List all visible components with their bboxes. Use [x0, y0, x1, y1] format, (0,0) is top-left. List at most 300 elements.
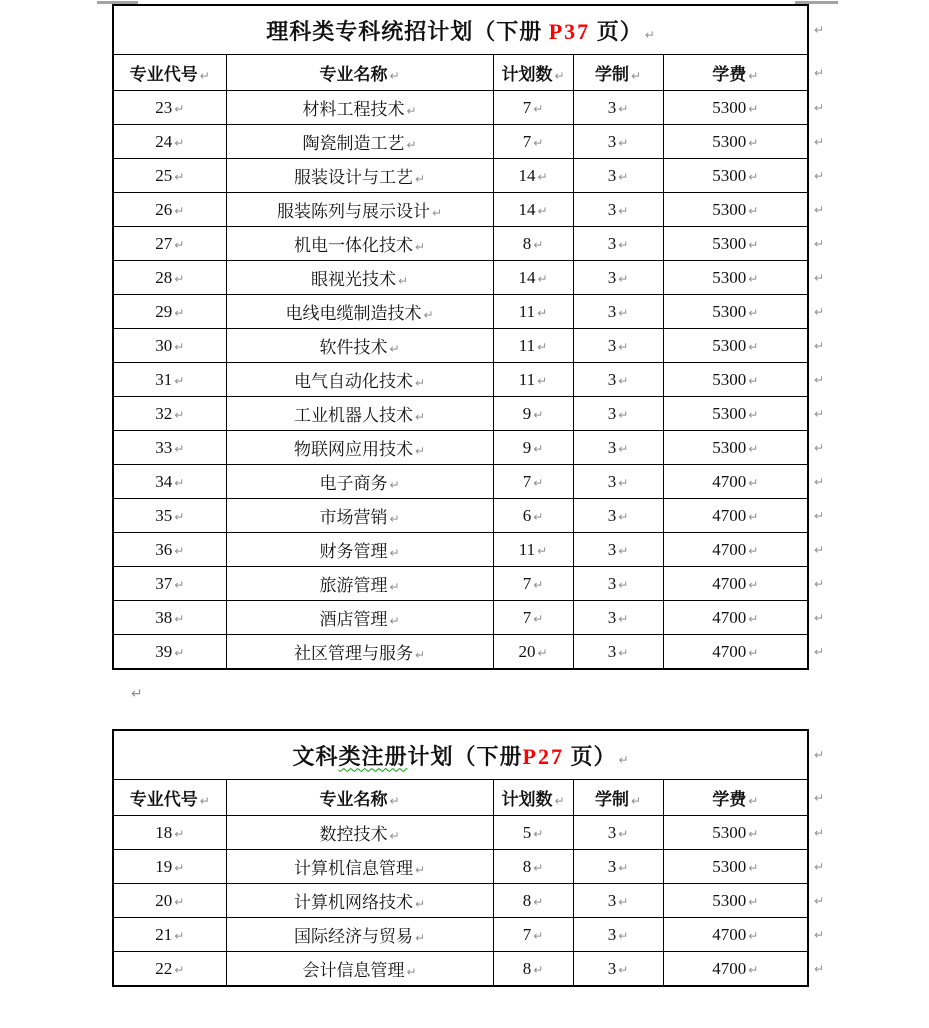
- return-mark-icon: ↵: [174, 339, 185, 354]
- return-mark-icon: ↵: [618, 101, 629, 116]
- major-name: 数控技术: [319, 825, 388, 844]
- row-end-mark-icon: ↵: [813, 270, 824, 285]
- duration: 3: [607, 890, 617, 910]
- return-mark-icon: ↵: [618, 339, 629, 354]
- return-mark-icon: ↵: [618, 860, 629, 875]
- cell-plan-count: [493, 261, 573, 295]
- row-end-mark-icon: ↵: [813, 927, 825, 942]
- tuition: 4700: [712, 573, 747, 593]
- duration: 3: [607, 335, 617, 355]
- row-end-mark-icon: ↵: [813, 474, 824, 489]
- cell-plan-count: [493, 431, 573, 465]
- table-title-row: [113, 730, 808, 780]
- return-mark-icon: ↵: [414, 863, 426, 877]
- tuition: 5300: [712, 233, 747, 253]
- major-name: 市场营销: [319, 508, 388, 527]
- cell-major-name: [226, 363, 493, 397]
- cell-duration: [573, 363, 663, 397]
- duration: 3: [607, 97, 617, 117]
- duration: 3: [607, 403, 617, 423]
- page-ref: P27: [522, 743, 564, 769]
- major-code: 20: [155, 890, 173, 910]
- row-end-mark-icon: ↵: [813, 610, 824, 625]
- major-code: 23: [155, 97, 173, 117]
- return-mark-icon: ↵: [618, 407, 629, 422]
- cell-major-code: [113, 431, 226, 465]
- cell-major-name: [226, 884, 493, 918]
- return-mark-icon: ↵: [748, 962, 759, 977]
- major-name: 计算机信息管理: [293, 859, 413, 878]
- cell-major-name: [226, 918, 493, 952]
- table-row: [113, 363, 808, 397]
- row-end-mark-icon: ↵: [813, 202, 824, 217]
- duration: 3: [607, 199, 617, 219]
- table1-title: [113, 5, 824, 55]
- duration: 3: [607, 607, 617, 627]
- return-mark-icon: ↵: [618, 543, 629, 558]
- table-row: [113, 193, 808, 227]
- cell-tuition: [663, 465, 824, 499]
- cell-major-code: [113, 261, 226, 295]
- cell-tuition: [663, 952, 825, 987]
- cell-plan-count: [493, 918, 573, 952]
- table-header-row: [113, 780, 808, 816]
- cell-major-name: [226, 850, 493, 884]
- return-mark-icon: ↵: [748, 577, 759, 592]
- return-mark-icon: ↵: [389, 546, 400, 560]
- row-end-mark-icon: ↵: [813, 859, 825, 874]
- cell-plan-count: [493, 465, 573, 499]
- major-name: 材料工程技术: [302, 100, 405, 119]
- table-row: [113, 159, 808, 193]
- duration: 3: [607, 301, 617, 321]
- cell-tuition: [663, 431, 824, 465]
- return-mark-icon: ↵: [748, 441, 759, 456]
- plan-count: 14: [518, 165, 536, 185]
- cell-duration: [573, 227, 663, 261]
- tuition: 5300: [712, 403, 747, 423]
- cell-major-code: [113, 601, 226, 635]
- return-mark-icon: ↵: [174, 928, 185, 943]
- return-mark-icon: ↵: [174, 271, 185, 286]
- cell-plan-count: [493, 884, 573, 918]
- cell-major-name: [226, 227, 493, 261]
- return-mark-icon: ↵: [174, 237, 185, 252]
- major-code: 18: [155, 822, 173, 842]
- major-name: 会计信息管理: [302, 961, 405, 980]
- return-mark-icon: ↵: [748, 169, 759, 184]
- table-row: [113, 91, 808, 125]
- cell-major-name: [226, 159, 493, 193]
- cell-major-name: [226, 635, 493, 670]
- cell-tuition: [663, 816, 825, 850]
- return-mark-icon: ↵: [748, 305, 759, 320]
- duration: 3: [607, 856, 617, 876]
- cell-major-name: [226, 816, 493, 850]
- cell-major-name: [226, 261, 493, 295]
- tuition: 5300: [712, 369, 747, 389]
- return-mark-icon: ↵: [618, 645, 629, 660]
- return-mark-icon: ↵: [748, 101, 759, 116]
- cell-duration: [573, 91, 663, 125]
- table-row: [113, 125, 808, 159]
- major-code: 21: [155, 924, 173, 944]
- cell-major-code: [113, 227, 226, 261]
- row-end-mark-icon: ↵: [813, 23, 824, 37]
- plan-count: 8: [522, 856, 532, 876]
- return-mark-icon: ↵: [748, 645, 759, 660]
- return-mark-icon: ↵: [748, 860, 759, 875]
- major-code: 28: [155, 267, 173, 287]
- duration: 3: [607, 924, 617, 944]
- cell-plan-count: [493, 601, 573, 635]
- return-mark-icon: ↵: [618, 373, 629, 388]
- tuition: 4700: [712, 641, 747, 661]
- row-end-mark-icon: ↵: [813, 508, 824, 523]
- table-row: [113, 295, 808, 329]
- table-row: [113, 397, 808, 431]
- cell-major-code: [113, 816, 226, 850]
- cell-tuition: [663, 261, 824, 295]
- cell-major-code: [113, 850, 226, 884]
- return-mark-icon: ↵: [748, 611, 759, 626]
- return-mark-icon: ↵: [533, 475, 544, 490]
- return-mark-icon: ↵: [174, 577, 185, 592]
- cell-tuition: [663, 125, 824, 159]
- major-name: 机电一体化技术: [293, 236, 413, 255]
- cell-tuition: [663, 918, 825, 952]
- cell-major-code: [113, 884, 226, 918]
- cell-major-name: [226, 601, 493, 635]
- col-header-tuition: [663, 55, 824, 91]
- return-mark-icon: ↵: [618, 928, 629, 943]
- return-mark-icon: ↵: [748, 271, 759, 286]
- duration: 3: [607, 573, 617, 593]
- cell-duration: [573, 816, 663, 850]
- cell-duration: [573, 499, 663, 533]
- cell-tuition: [663, 295, 824, 329]
- table-row: [113, 499, 808, 533]
- plan-count: 11: [518, 335, 536, 355]
- return-mark-icon: ↵: [644, 27, 655, 42]
- cell-duration: [573, 533, 663, 567]
- return-mark-icon: ↵: [174, 894, 185, 909]
- return-mark-icon: ↵: [748, 509, 759, 524]
- major-name: 旅游管理: [319, 576, 388, 595]
- cell-duration: [573, 850, 663, 884]
- col-header-major-code: [113, 780, 226, 816]
- cell-major-code: [113, 125, 226, 159]
- col-header-label: 计划数: [501, 790, 553, 809]
- return-mark-icon: ↵: [748, 928, 759, 943]
- return-mark-icon: ↵: [533, 962, 544, 977]
- title-text: 理科类专科统招计划（下册: [266, 18, 549, 44]
- return-mark-icon: ↵: [537, 373, 548, 388]
- duration: 3: [607, 471, 617, 491]
- major-code: 22: [155, 958, 173, 978]
- col-header-major-name: [226, 780, 493, 816]
- major-name: 服装陈列与展示设计: [276, 202, 430, 221]
- cell-duration: [573, 952, 663, 987]
- cell-major-code: [113, 159, 226, 193]
- major-code: 38: [155, 607, 173, 627]
- return-mark-icon: ↵: [554, 794, 565, 808]
- col-header-label: 专业代号: [129, 65, 198, 84]
- tuition: 5300: [712, 856, 747, 876]
- cell-tuition: [663, 91, 824, 125]
- row-end-mark-icon: ↵: [813, 542, 824, 557]
- major-code: 19: [155, 856, 173, 876]
- cell-tuition: [663, 397, 824, 431]
- row-end-mark-icon: ↵: [813, 576, 824, 591]
- table-row: [113, 227, 808, 261]
- cell-duration: [573, 465, 663, 499]
- cell-major-name: [226, 295, 493, 329]
- return-mark-icon: ↵: [174, 407, 185, 422]
- return-mark-icon: ↵: [748, 543, 759, 558]
- table-header-row: [113, 55, 808, 91]
- duration: 3: [607, 131, 617, 151]
- return-mark-icon: ↵: [414, 410, 426, 424]
- col-header-plan-count: [493, 55, 573, 91]
- return-mark-icon: ↵: [199, 69, 210, 83]
- cell-major-code: [113, 193, 226, 227]
- cell-major-code: [113, 329, 226, 363]
- return-mark-icon: ↵: [174, 860, 185, 875]
- return-mark-icon: ↵: [618, 509, 629, 524]
- row-end-mark-icon: ↵: [813, 644, 824, 659]
- paragraph-return-mark-icon: ↵: [131, 686, 143, 702]
- col-header-major-code: [113, 55, 226, 91]
- row-end-mark-icon: ↵: [813, 893, 825, 908]
- return-mark-icon: ↵: [618, 135, 629, 150]
- table-row: [113, 635, 808, 670]
- duration: 3: [607, 641, 617, 661]
- cell-major-name: [226, 499, 493, 533]
- plan-count: 5: [522, 822, 532, 842]
- return-mark-icon: ↵: [174, 441, 185, 456]
- return-mark-icon: ↵: [533, 928, 544, 943]
- return-mark-icon: ↵: [533, 894, 544, 909]
- return-mark-icon: ↵: [174, 475, 185, 490]
- major-name: 计算机网络技术: [293, 893, 413, 912]
- col-header-label: 专业名称: [319, 790, 388, 809]
- return-mark-icon: ↵: [406, 138, 417, 152]
- major-name: 财务管理: [319, 542, 388, 561]
- title-text-spellcheck: 类注册: [338, 743, 408, 769]
- cell-major-code: [113, 635, 226, 670]
- cell-tuition: [663, 884, 825, 918]
- cell-tuition: [663, 499, 824, 533]
- return-mark-icon: ↵: [406, 965, 417, 979]
- return-mark-icon: ↵: [537, 645, 548, 660]
- cell-major-name: [226, 397, 493, 431]
- major-code: 36: [155, 539, 173, 559]
- return-mark-icon: ↵: [174, 826, 185, 841]
- tuition: 5300: [712, 822, 747, 842]
- plan-count: 11: [518, 539, 536, 559]
- return-mark-icon: ↵: [174, 543, 185, 558]
- science-plan-table: [112, 4, 824, 670]
- return-mark-icon: ↵: [389, 342, 400, 356]
- return-mark-icon: ↵: [174, 101, 185, 116]
- return-mark-icon: ↵: [174, 611, 185, 626]
- cell-plan-count: [493, 91, 573, 125]
- duration: 3: [607, 505, 617, 525]
- cell-tuition: [663, 363, 824, 397]
- return-mark-icon: ↵: [199, 794, 210, 808]
- row-end-mark-icon: ↵: [813, 790, 825, 805]
- return-mark-icon: ↵: [389, 614, 400, 628]
- cell-plan-count: [493, 567, 573, 601]
- major-name: 软件技术: [319, 338, 388, 357]
- return-mark-icon: ↵: [537, 203, 548, 218]
- tuition: 5300: [712, 165, 747, 185]
- return-mark-icon: ↵: [748, 135, 759, 150]
- cell-tuition: [663, 193, 824, 227]
- row-end-mark-icon: ↵: [813, 748, 825, 762]
- table-row: [113, 952, 808, 987]
- return-mark-icon: ↵: [537, 305, 548, 320]
- cell-duration: [573, 329, 663, 363]
- return-mark-icon: ↵: [618, 305, 629, 320]
- cell-duration: [573, 125, 663, 159]
- cell-tuition: [663, 567, 824, 601]
- col-header-label: 学费: [712, 790, 747, 809]
- table-row: [113, 567, 808, 601]
- plan-count: 7: [522, 924, 532, 944]
- return-mark-icon: ↵: [389, 580, 400, 594]
- return-mark-icon: ↵: [618, 271, 629, 286]
- major-name: 服装设计与工艺: [293, 168, 413, 187]
- tuition: 5300: [712, 301, 747, 321]
- table-row: [113, 816, 808, 850]
- cell-plan-count: [493, 363, 573, 397]
- major-name: 酒店管理: [319, 610, 388, 629]
- row-end-mark-icon: ↵: [813, 168, 824, 183]
- return-mark-icon: ↵: [397, 274, 409, 288]
- plan-count: 7: [522, 607, 532, 627]
- row-end-mark-icon: ↵: [813, 406, 824, 421]
- return-mark-icon: ↵: [414, 172, 426, 186]
- cell-major-name: [226, 91, 493, 125]
- row-end-mark-icon: ↵: [813, 372, 824, 387]
- return-mark-icon: ↵: [389, 478, 400, 492]
- plan-count: 11: [518, 369, 536, 389]
- table-row: [113, 329, 808, 363]
- return-mark-icon: ↵: [630, 794, 642, 808]
- plan-count: 11: [518, 301, 536, 321]
- major-name: 眼视光技术: [310, 270, 396, 289]
- cell-plan-count: [493, 499, 573, 533]
- table-row: [113, 465, 808, 499]
- cell-major-name: [226, 431, 493, 465]
- title-text: 计划（下册: [407, 743, 523, 769]
- duration: 3: [607, 369, 617, 389]
- return-mark-icon: ↵: [533, 611, 544, 626]
- cell-duration: [573, 635, 663, 670]
- duration: 3: [607, 437, 617, 457]
- plan-count: 7: [522, 471, 532, 491]
- return-mark-icon: ↵: [618, 752, 629, 767]
- cell-major-code: [113, 363, 226, 397]
- return-mark-icon: ↵: [533, 237, 544, 252]
- return-mark-icon: ↵: [414, 897, 426, 911]
- col-header-duration: [573, 780, 663, 816]
- table-title-row: [113, 5, 808, 55]
- tuition: 4700: [712, 607, 747, 627]
- table-row: [113, 533, 808, 567]
- return-mark-icon: ↵: [748, 69, 759, 83]
- row-end-mark-icon: ↵: [813, 134, 824, 149]
- title-text: 页）: [590, 18, 643, 44]
- major-code: 27: [155, 233, 173, 253]
- return-mark-icon: ↵: [630, 69, 642, 83]
- major-code: 39: [155, 641, 173, 661]
- row-end-mark-icon: ↵: [813, 304, 824, 319]
- cell-plan-count: [493, 850, 573, 884]
- return-mark-icon: ↵: [748, 826, 759, 841]
- plan-count: 6: [522, 505, 532, 525]
- major-code: 33: [155, 437, 173, 457]
- cell-tuition: [663, 227, 824, 261]
- cell-duration: [573, 159, 663, 193]
- cell-plan-count: [493, 329, 573, 363]
- major-name: 陶瓷制造工艺: [302, 134, 405, 153]
- return-mark-icon: ↵: [389, 794, 400, 808]
- return-mark-icon: ↵: [748, 407, 759, 422]
- return-mark-icon: ↵: [174, 135, 185, 150]
- cell-major-code: [113, 295, 226, 329]
- plan-count: 14: [518, 267, 536, 287]
- return-mark-icon: ↵: [174, 305, 185, 320]
- plan-count: 14: [518, 199, 536, 219]
- return-mark-icon: ↵: [174, 203, 185, 218]
- cell-plan-count: [493, 397, 573, 431]
- major-code: 26: [155, 199, 173, 219]
- cell-major-name: [226, 329, 493, 363]
- duration: 3: [607, 233, 617, 253]
- tuition: 4700: [712, 958, 747, 978]
- cell-plan-count: [493, 159, 573, 193]
- col-header-label: 专业名称: [319, 65, 388, 84]
- col-header-label: 学费: [712, 65, 747, 84]
- plan-count: 20: [518, 641, 536, 661]
- tuition: 5300: [712, 267, 747, 287]
- cell-tuition: [663, 533, 824, 567]
- return-mark-icon: ↵: [618, 169, 629, 184]
- return-mark-icon: ↵: [618, 237, 629, 252]
- cell-duration: [573, 193, 663, 227]
- plan-count: 7: [522, 131, 532, 151]
- tuition: 4700: [712, 505, 747, 525]
- cell-tuition: [663, 329, 824, 363]
- return-mark-icon: ↵: [406, 104, 417, 118]
- major-code: 32: [155, 403, 173, 423]
- cell-major-name: [226, 952, 493, 987]
- duration: 3: [607, 267, 617, 287]
- return-mark-icon: ↵: [748, 203, 759, 218]
- cell-plan-count: [493, 193, 573, 227]
- col-header-duration: [573, 55, 663, 91]
- return-mark-icon: ↵: [537, 169, 548, 184]
- table-row: [113, 431, 808, 465]
- cell-major-name: [226, 465, 493, 499]
- return-mark-icon: ↵: [414, 648, 426, 662]
- cell-plan-count: [493, 952, 573, 987]
- return-mark-icon: ↵: [389, 829, 400, 843]
- major-code: 29: [155, 301, 173, 321]
